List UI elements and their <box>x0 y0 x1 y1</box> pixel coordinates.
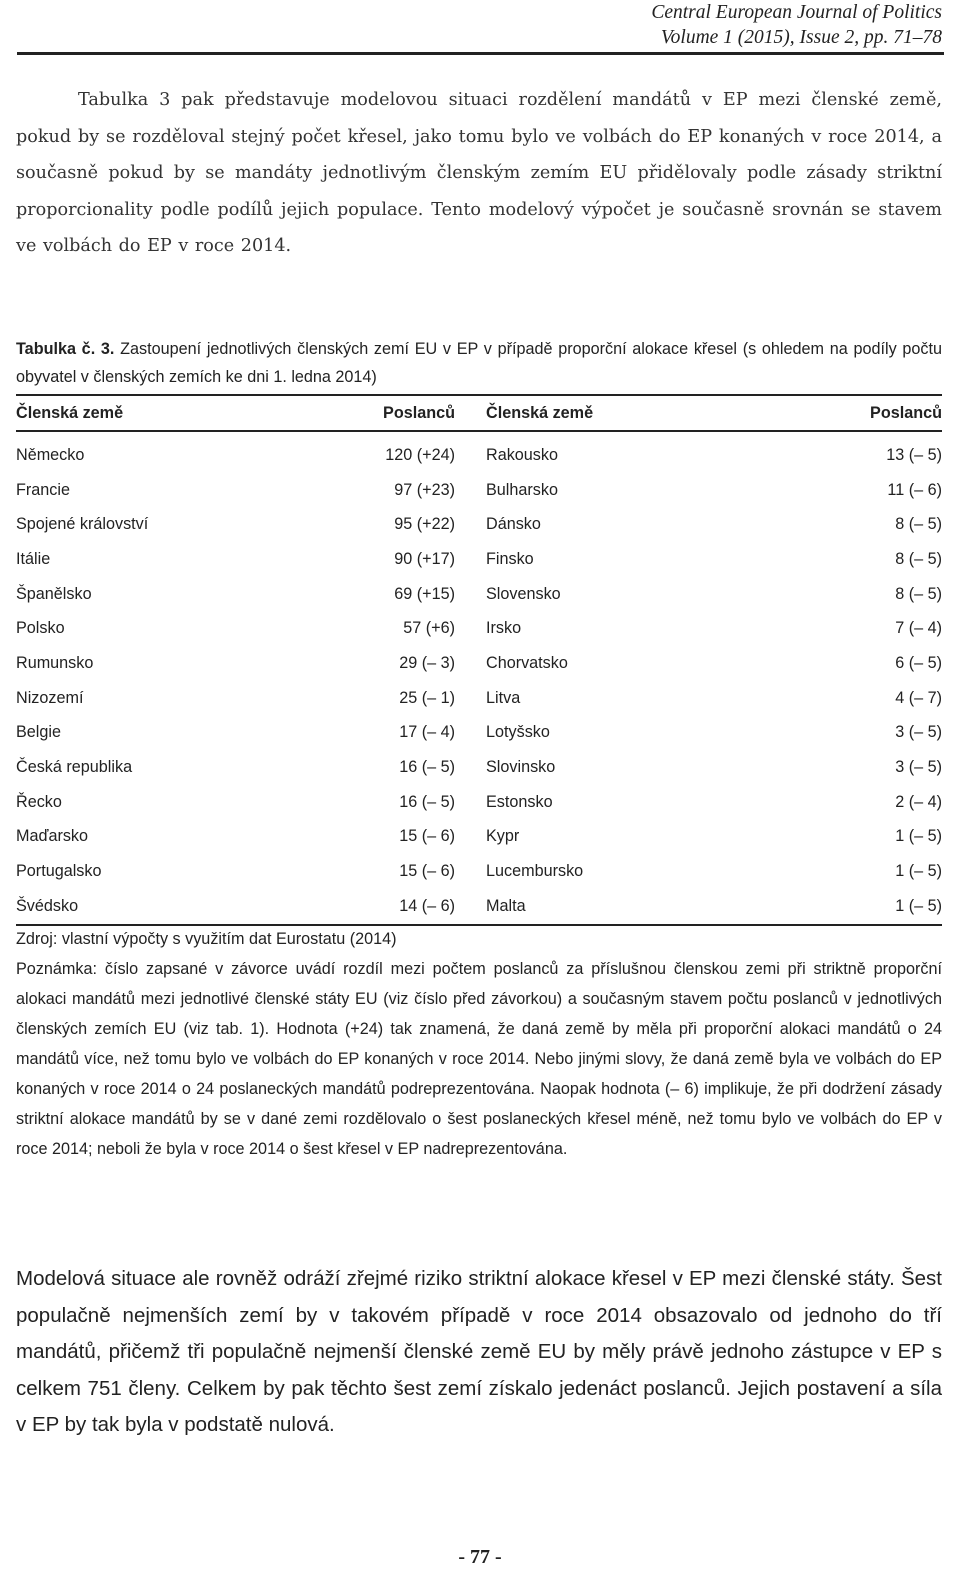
seats-left: 95 (+22) <box>394 515 455 534</box>
table-note: Poznámka: číslo zapsané v závorce uvádí rozdíl mezi počtem poslanců za příslušnou členskou zemi při striktně proporční alokaci mandátů mezi jednotlivé členské státy EU (viz číslo před závorkou) a současným stavem počtu poslanců v jednotlivých členských zemích EU (viz tab. 1). Hodnota (+24) tak znamená, že daná země by měla při proporční alokaci mandátů o 24 mandátů více, než tomu bylo ve volbách do EP konaných v roce 2014. Nebo jinými slovy, že daná země byla ve volbách do EP konaných v roce 2014 o 24 poslaneckých mandátů podreprezentována. Naopak hodnota (– 6) implikuje, že při dodržení zásady striktní alokace mandátů by se v dané zemi rozdělovalo o šest poslaneckých křesel méně, než tomu bylo ve volbách do EP v roce 2014; neboli že byla v roce 2014 o šest křesel v EP nadreprezentována. <box>16 960 942 1158</box>
seats-left: 69 (+15) <box>394 584 455 603</box>
seat-allocation-table <box>16 394 942 926</box>
seats-right: 7 (– 4) <box>895 619 942 638</box>
country-right: Malta <box>486 896 526 915</box>
header-country-1: Členská země <box>16 403 124 422</box>
seats-left: 120 (+24) <box>385 445 455 464</box>
country-left: Polsko <box>16 619 65 638</box>
seats-left: 15 (– 6) <box>399 862 455 881</box>
table-row <box>16 750 942 785</box>
seats-left: 15 (– 6) <box>399 827 455 846</box>
seats-right: 6 (– 5) <box>895 653 942 672</box>
table-caption-label: Tabulka č. 3. <box>16 340 115 358</box>
seats-right: 13 (– 5) <box>886 445 942 464</box>
seats-right: 8 (– 5) <box>895 549 942 568</box>
country-right: Rakousko <box>486 445 558 464</box>
seats-left: 90 (+17) <box>394 549 455 568</box>
country-left: Itálie <box>16 549 51 568</box>
seats-left: 17 (– 4) <box>399 723 455 742</box>
seats-right: 8 (– 5) <box>895 584 942 603</box>
country-right: Dánsko <box>486 515 541 534</box>
header-seats-2: Poslanců <box>870 403 942 422</box>
table-row <box>16 681 942 716</box>
country-left: Belgie <box>16 723 61 742</box>
table-source: Zdroj: vlastní výpočty s využitím dat Eurostatu (2014) <box>16 930 397 948</box>
table-row <box>16 542 942 577</box>
country-right: Litva <box>486 688 521 707</box>
table-row <box>16 785 942 820</box>
country-left: Portugalsko <box>16 862 102 881</box>
country-right: Bulharsko <box>486 480 558 499</box>
country-left: Švédsko <box>16 896 79 915</box>
header-country-2: Členská země <box>486 403 594 422</box>
table-row <box>16 820 942 855</box>
country-right: Finsko <box>486 549 534 568</box>
country-right: Kypr <box>486 827 520 846</box>
country-right: Lucembursko <box>486 862 584 881</box>
seats-left: 25 (– 1) <box>399 688 455 707</box>
seats-right: 1 (– 5) <box>895 827 942 846</box>
country-right: Slovensko <box>486 584 561 603</box>
country-left: Řecko <box>16 792 62 811</box>
header-rule <box>17 52 944 55</box>
table-row <box>16 577 942 612</box>
table-body <box>16 431 942 925</box>
country-right: Slovinsko <box>486 758 556 777</box>
table-row <box>16 431 942 473</box>
country-left: Rumunsko <box>16 653 94 672</box>
table-row <box>16 507 942 542</box>
body-paragraph: Modelová situace ale rovněž odráží zřejmé riziko striktní alokace křesel v EP mezi členské státy. Šest populačně nejmenších zemí by v takovém případě v roce 2014 obsazovalo od jednoho do tří mandátů, přičemž tři populačně nejmenší členské země EU by měly právě jednoho zástupce v EP s celkem 751 členy. Celkem by pak těchto šest zemí získalo jedenáct poslanců. Jejich postavení a síla v EP by tak byla v podstatě nulová. <box>16 1267 942 1437</box>
country-left: Španělsko <box>16 584 92 603</box>
table-row <box>16 646 942 681</box>
country-right: Chorvatsko <box>486 653 568 672</box>
seats-right: 3 (– 5) <box>895 758 942 777</box>
table-caption-text: Zastoupení jednotlivých členských zemí EU v EP v případě proporční alokace křesel (s ohledem na podíly počtu obyvatel v členských zemích ke dni 1. ledna 2014) <box>16 340 942 386</box>
seats-right: 2 (– 4) <box>895 792 942 811</box>
country-left: Francie <box>16 480 70 499</box>
seats-right: 3 (– 5) <box>895 723 942 742</box>
table-header-row <box>16 395 942 431</box>
seats-right: 1 (– 5) <box>895 862 942 881</box>
seats-left: 14 (– 6) <box>399 896 455 915</box>
header-seats-1: Poslanců <box>383 403 455 422</box>
seats-right: 4 (– 7) <box>895 688 942 707</box>
country-right: Lotyšsko <box>486 723 550 742</box>
table-row <box>16 854 942 889</box>
country-left: Spojené království <box>16 515 149 534</box>
table-row <box>16 473 942 508</box>
seats-left: 16 (– 5) <box>399 758 455 777</box>
journal-volume: Volume 1 (2015), Issue 2, pp. 71–78 <box>660 27 942 48</box>
country-left: Německo <box>16 445 85 464</box>
country-right: Irsko <box>486 619 522 638</box>
intro-paragraph: Tabulka 3 pak představuje modelovou situaci rozdělení mandátů v EP mezi členské země, pokud by se rozděloval stejný počet křesel, jako tomu bylo ve volbách do EP konaných v roce 2014, a současně pokud by se mandáty jednotlivým členským zemím EU přidělovaly podle zásady striktní proporcionality podle podílů jejich populace. Tento modelový výpočet je současně srovnán se stavem ve volbách do EP v roce 2014. <box>16 90 942 257</box>
table-row <box>16 716 942 751</box>
journal-title: Central European Journal of Politics <box>651 2 942 23</box>
seats-right: 8 (– 5) <box>895 515 942 534</box>
seats-right: 1 (– 5) <box>895 896 942 915</box>
seats-left: 29 (– 3) <box>399 653 455 672</box>
seats-left: 57 (+6) <box>403 619 455 638</box>
page-number: - 77 - <box>458 1546 502 1568</box>
country-left: Nizozemí <box>16 688 84 707</box>
country-right: Estonsko <box>486 792 553 811</box>
table-row <box>16 889 942 925</box>
table-caption <box>16 335 942 391</box>
country-left: Maďarsko <box>16 827 89 846</box>
seats-left: 97 (+23) <box>394 480 455 499</box>
seats-left: 16 (– 5) <box>399 792 455 811</box>
country-left: Česká republika <box>16 758 133 777</box>
table-row <box>16 611 942 646</box>
seats-right: 11 (– 6) <box>887 480 942 499</box>
journal-header <box>651 0 942 50</box>
